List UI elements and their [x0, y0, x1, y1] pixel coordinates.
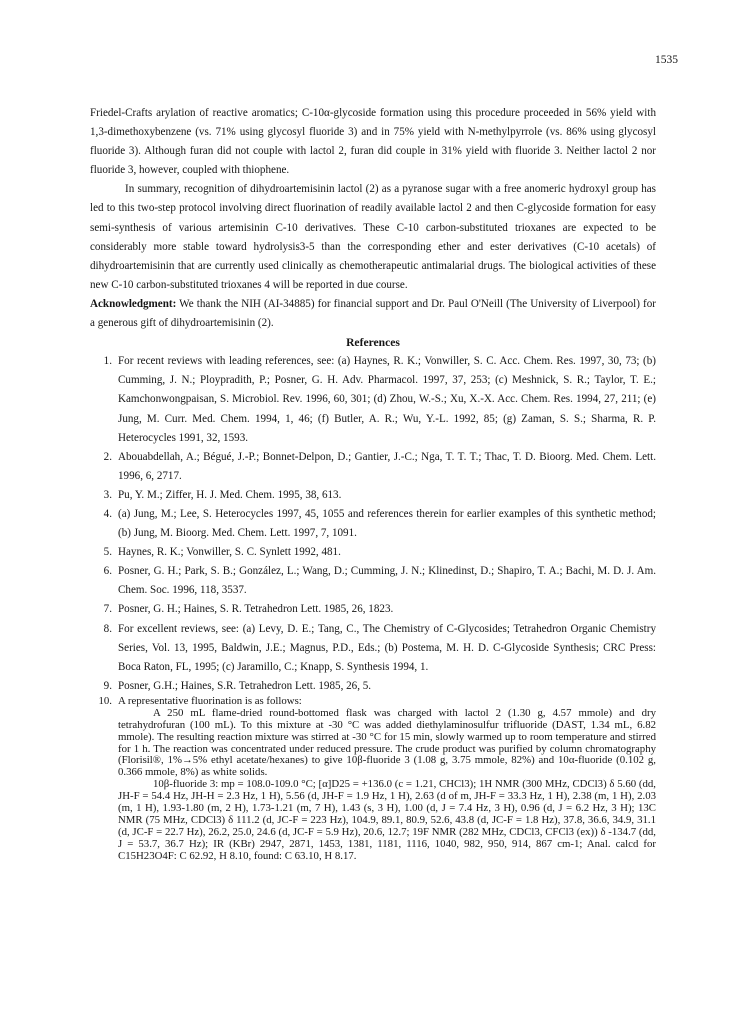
reference-text: Posner, G.H.; Haines, S.R. Tetrahedron Lett. 1985, 26, 5.	[118, 679, 372, 692]
reference-text: Abouabdellah, A.; Bégué, J.-P.; Bonnet-Delpon, D.; Gantier, J.-C.; Nga, T. T. T.; Thac, T. D. Bioorg. Med. Chem. Lett. 1996, 6, 2717.	[118, 450, 656, 482]
reference-number: 6.	[103, 565, 112, 578]
reference-item	[90, 448, 656, 486]
reference-number: 8.	[103, 622, 112, 635]
reference-text: Haynes, R. K.; Vonwiller, S. C. Synlett 1992, 481.	[118, 546, 341, 559]
reference-text: For excellent reviews, see: (a) Levy, D. E.; Tang, C., The Chemistry of C-Glycosides; Tetrahedron Organic Chemistry Series, Vol. 13, 1995, Baldwin, J.E.; Magnus, P.D., Eds.; (b) Postema, M. H. D. C-Glycoside Synthesis; CRC Press: Boca Raton, FL, 1995; (c) Jaramillo, C.; Knapp, S. Synthesis 1994, 1.	[118, 622, 656, 673]
acknowledgment-paragraph	[90, 295, 656, 333]
page-number: 1535	[655, 54, 678, 66]
reference-item	[90, 543, 656, 562]
reference-number: 2.	[103, 450, 112, 463]
reference-text: For recent reviews with leading references, see: (a) Haynes, R. K.; Vonwiller, S. C. Acc. Chem. Res. 1997, 30, 73; (b) Cumming, J. N.; Ploypradith, P.; Posner, G. H. Adv. Pharmacol. 1997, 37, 253; (c) Meshnick, S. R.; Taylor, T. E.; Kamchonwongpaisan, S. Microbiol. Rev. 1996, 60, 301; (d) Zhou, W.-S.; Xu, X.-X. Acc. Chem. Res. 1994, 27, 211; (e) Jung, M. Curr. Med. Chem. 1994, 1, 46; (f) Butler, A. R.; Wu, Y.-L. 1992, 85; (g) Zaman, S. S.; Sharma, R. P. Heterocycles 1991, 32, 1593.	[118, 355, 656, 444]
reference-text: (a) Jung, M.; Lee, S. Heterocycles 1997, 45, 1055 and references therein for earlier examples of this synthetic method; (b) Jung, M. Bioorg. Med. Chem. Lett. 1997, 7, 1091.	[118, 507, 656, 540]
reference-list	[90, 352, 656, 862]
acknowledgment-text: We thank the NIH (AI-34885) for financial support and Dr. Paul O'Neill (The University of Liverpool) for a generous gift of dihydroartemisinin (2).	[90, 297, 656, 330]
reference-text: Posner, G. H.; Park, S. B.; González, L.; Wang, D.; Cumming, J. N.; Klinedinst, D.; Shapiro, T. A.; Bachi, M. D. J. Am. Chem. Soc. 1996, 118, 3537.	[118, 565, 656, 597]
reference-item	[90, 620, 656, 677]
reference-item	[90, 562, 656, 600]
reference-text	[118, 696, 656, 863]
references-heading: References	[346, 336, 400, 350]
reference-number: 9.	[103, 679, 112, 692]
reference-number: 10.	[98, 694, 112, 707]
reference-number: 5.	[103, 546, 112, 559]
reference-number: 7.	[103, 603, 112, 616]
reference-item	[90, 600, 656, 619]
characterization-paragraph: 10β-fluoride 3: mp = 108.0-109.0 °C; [α]D25 = +136.0 (c = 1.21, CHCl3); 1H NMR (300 MHz, CDCl3) δ 5.60 (dd, JH-F = 54.4 Hz, JH-H = 2.3 Hz, 1 H), 5.56 (d, JH-F = 1.9 Hz, 1 H), 2.63 (d of m, JH-F = 33.3 Hz, 1 H), 2.38 (m, 1 H), 2.03 (m, 1 H), 1.93-1.80 (m, 2 H), 1.73-1.21 (m, 7 H), 1.43 (s, 3 H), 1.00 (d, J = 7.4 Hz, 3 H), 0.96 (d, J = 6.2 Hz, 3 H); 13C NMR (75 MHz, CDCl3) δ 111.2 (d, JC-F = 223 Hz), 104.9, 89.1, 80.9, 52.6, 43.8 (d, JC-F = 1.8 Hz), 37.8, 36.6, 34.9, 31.1 (d, JC-F = 22.7 Hz), 26.2, 25.0, 24.6 (d, JC-F = 5.9 Hz), 20.6, 12.7; 19F NMR (282 MHz, CDCl3, CFCl3 (ex)) δ -134.7 (dd, J = 53.7, 36.7 Hz); IR (KBr) 2947, 2871, 1453, 1381, 1181, 1116, 1040, 982, 950, 914, 867 cm-1; Anal. calcd for C15H23O4F: C 62.92, H 8.10, found: C 63.10, H 8.17.	[118, 778, 656, 862]
reference-item	[90, 677, 656, 696]
reference-number: 4.	[103, 507, 112, 520]
reference-text: Posner, G. H.; Haines, S. R. Tetrahedron Lett. 1985, 26, 1823.	[118, 603, 394, 616]
acknowledgment-heading: Acknowledgment:	[90, 297, 177, 310]
procedure-paragraph: A 250 mL flame-dried round-bottomed flask was charged with lactol 2 (1.30 g, 4.57 mmole) and dry tetrahydrofuran (100 mL). To this mixture at -30 °C was added diethylaminosulfur trifluoride (DAST, 1.34 mL, 6.82 mmole). The resulting reaction mixture was stirred at -30 °C for 15 min, slowly warmed up to room temperature and stirred for 1 h. The reaction was concentrated under reduced pressure. The crude product was purified by column chromatography (Florisil®, 1%→5% ethyl acetate/hexanes) to give 10β-fluoride 3 (1.08 g, 3.75 mmole, 82%) and 10α-fluoride (0.102 g, 0.366 mmole, 8%) as white solids.	[118, 706, 656, 779]
reference-item	[90, 505, 656, 543]
reference-item	[90, 696, 656, 863]
body-paragraph: Friedel-Crafts arylation of reactive aromatics; C-10α-glycoside formation using this procedure proceeded in 56% yield with 1,3-dimethoxybenzene (vs. 71% using glycosyl fluoride 3) and in 75% yield with N-methylpyrrole (vs. 86% using glycosyl fluoride 3). Although furan did not couple with lactol 2, furan did couple in 31% yield with fluoride 3. Neither lactol 2 nor fluoride 3, however, coupled with thiophene.	[90, 107, 656, 177]
reference-number: 1.	[103, 355, 112, 368]
reference-item	[90, 352, 656, 447]
article-body	[90, 104, 656, 863]
reference-number: 3.	[103, 488, 112, 501]
reference-item	[90, 486, 656, 505]
body-paragraph: In summary, recognition of dihydroartemisinin lactol (2) as a pyranose sugar with a free anomeric hydroxyl group has led to this two-step protocol involving direct fluorination of readily available lactol 2 and then C-glycoside formation for easy semi-synthesis of various artemisinin C-10 derivatives. These C-10 carbon-substituted trioxanes are expected to be considerably more stable toward hydrolysis3-5 than the corresponding ether and ester derivatives (C-10 acetals) of dihydroartemisinin that are currently used clinically as chemotherapeutic antimalarial drugs. The biological activities of these new C-10 carbon-substituted trioxanes 4 will be reported in due course.	[90, 183, 656, 291]
reference-text: Pu, Y. M.; Ziffer, H. J. Med. Chem. 1995, 38, 613.	[118, 488, 342, 501]
reference-intro: A representative fluorination is as follows:	[118, 694, 302, 707]
